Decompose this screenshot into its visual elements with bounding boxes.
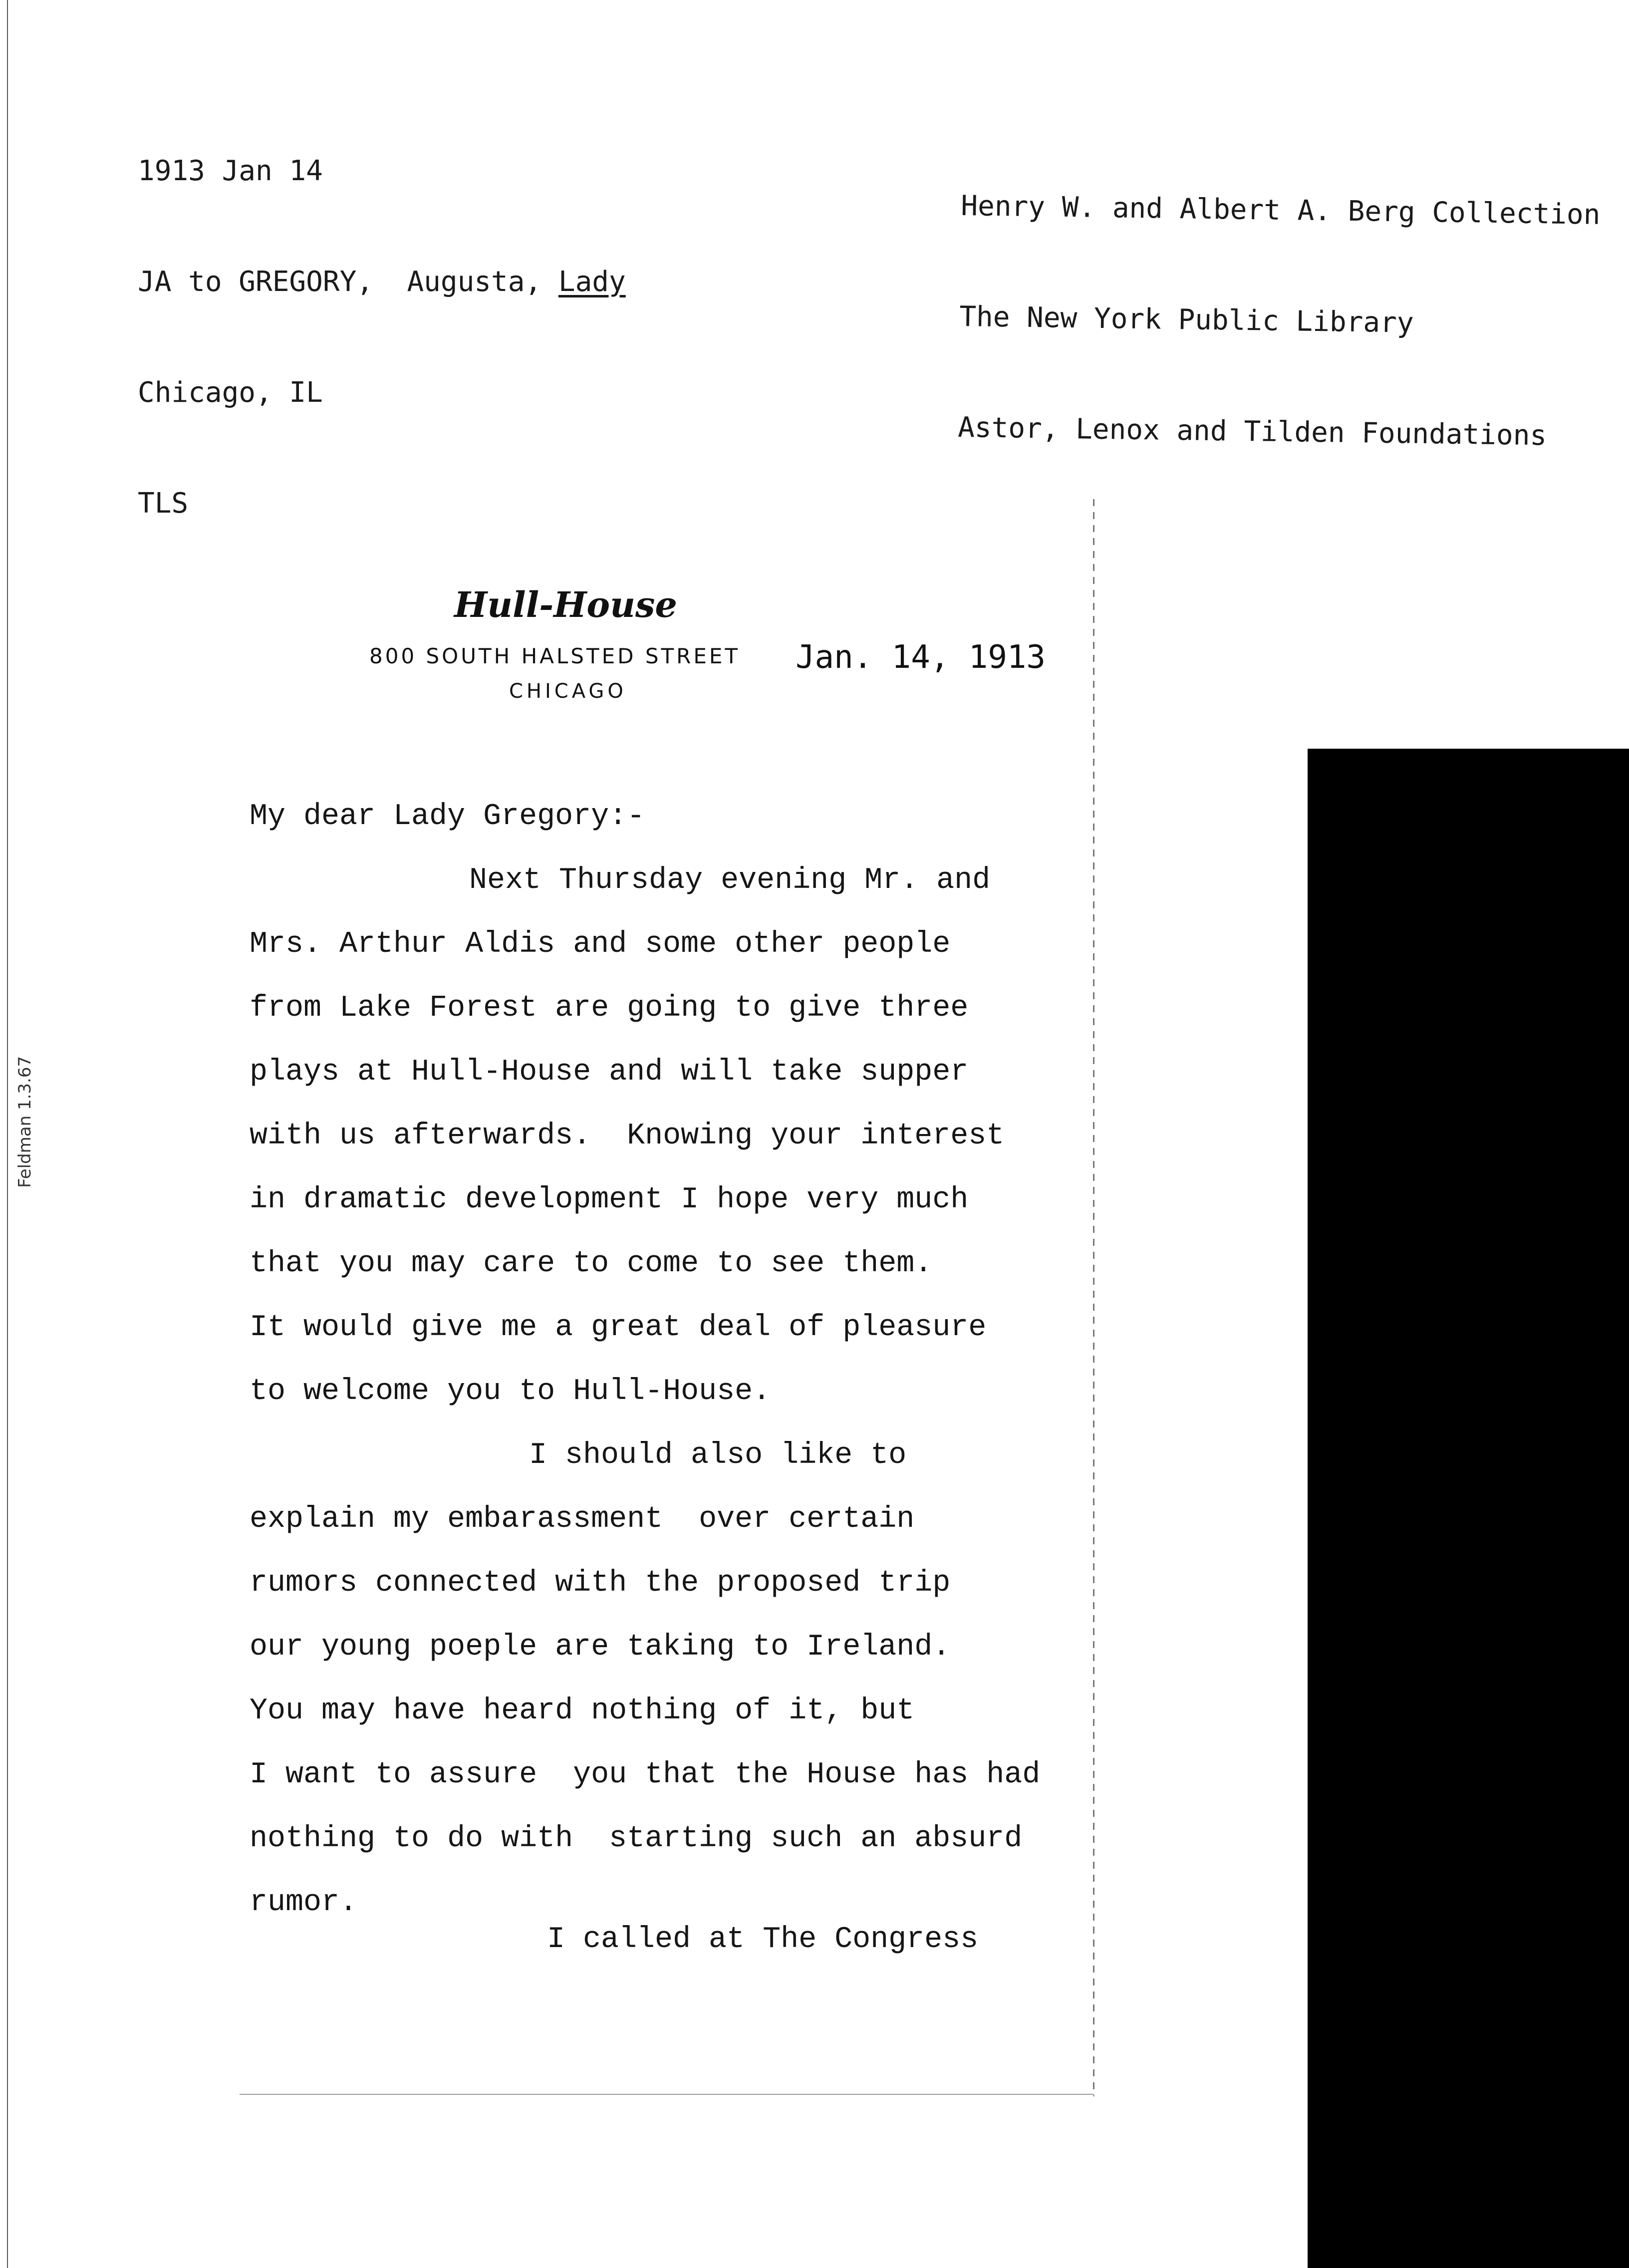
catalog-correspondents bbox=[138, 264, 626, 300]
catalog-date: 1913 Jan 14 bbox=[138, 155, 323, 187]
letter-line: I want to assure you that the House has had bbox=[250, 1758, 1041, 1792]
letter-line: in dramatic development I hope very much bbox=[250, 1183, 969, 1217]
letter-line: from Lake Forest are going to give three bbox=[250, 991, 969, 1025]
page-edge-line bbox=[1093, 499, 1094, 2096]
letter-line: that you may care to come to see them. bbox=[250, 1247, 933, 1281]
letter-line: plays at Hull-House and will take supper bbox=[250, 1055, 969, 1089]
letter-line: rumor. bbox=[250, 1886, 358, 1920]
catalog-info-right bbox=[957, 114, 1602, 529]
archival-side-note: Feldman 1.3.67 bbox=[15, 1056, 35, 1188]
letter-line: My dear Lady Gregory:- bbox=[250, 800, 645, 834]
letter-line: our young poeple are taking to Ireland. bbox=[250, 1630, 951, 1664]
library-name: The New York Public Library bbox=[959, 300, 1414, 339]
letter-line: with us afterwards. Knowing your interest bbox=[250, 1119, 1005, 1153]
foundation-name: Astor, Lenox and Tilden Foundations bbox=[957, 411, 1547, 452]
letter-line: It would give me a great deal of pleasure bbox=[250, 1311, 987, 1345]
catalog-title-lady: Lady bbox=[558, 266, 626, 298]
letter-line: to welcome you to Hull-House. bbox=[250, 1375, 771, 1409]
catalog-type: TLS bbox=[138, 487, 189, 520]
letterhead-city: CHICAGO bbox=[509, 680, 627, 703]
catalog-info-left bbox=[138, 79, 626, 596]
letter-line: You may have heard nothing of it, but bbox=[250, 1694, 915, 1728]
letter-line: Next Thursday evening Mr. and bbox=[469, 863, 991, 897]
scan-background-black bbox=[1308, 749, 1629, 2268]
letter-line: explain my embarassment over certain bbox=[250, 1502, 915, 1536]
letterhead-street: 800 SOUTH HALSTED STREET bbox=[369, 644, 741, 668]
page-bottom-edge bbox=[240, 2094, 1094, 2095]
letter-line: I called at The Congress bbox=[547, 1923, 979, 1957]
letter-line: nothing to do with starting such an absurd bbox=[250, 1822, 1023, 1856]
letter-date: Jan. 14, 1913 bbox=[796, 639, 1046, 676]
letter-line: I should also like to bbox=[529, 1438, 907, 1472]
letter-line: Mrs. Arthur Aldis and some other people bbox=[250, 927, 951, 961]
catalog-correspondents-text: JA to GREGORY, Augusta, bbox=[138, 266, 558, 298]
collection-name: Henry W. and Albert A. Berg Collection bbox=[960, 189, 1601, 231]
catalog-place: Chicago, IL bbox=[138, 376, 323, 409]
letter-line: rumors connected with the proposed trip bbox=[250, 1566, 951, 1600]
left-frame-edge bbox=[7, 0, 8, 2268]
letterhead-title: Hull-House bbox=[454, 584, 677, 625]
